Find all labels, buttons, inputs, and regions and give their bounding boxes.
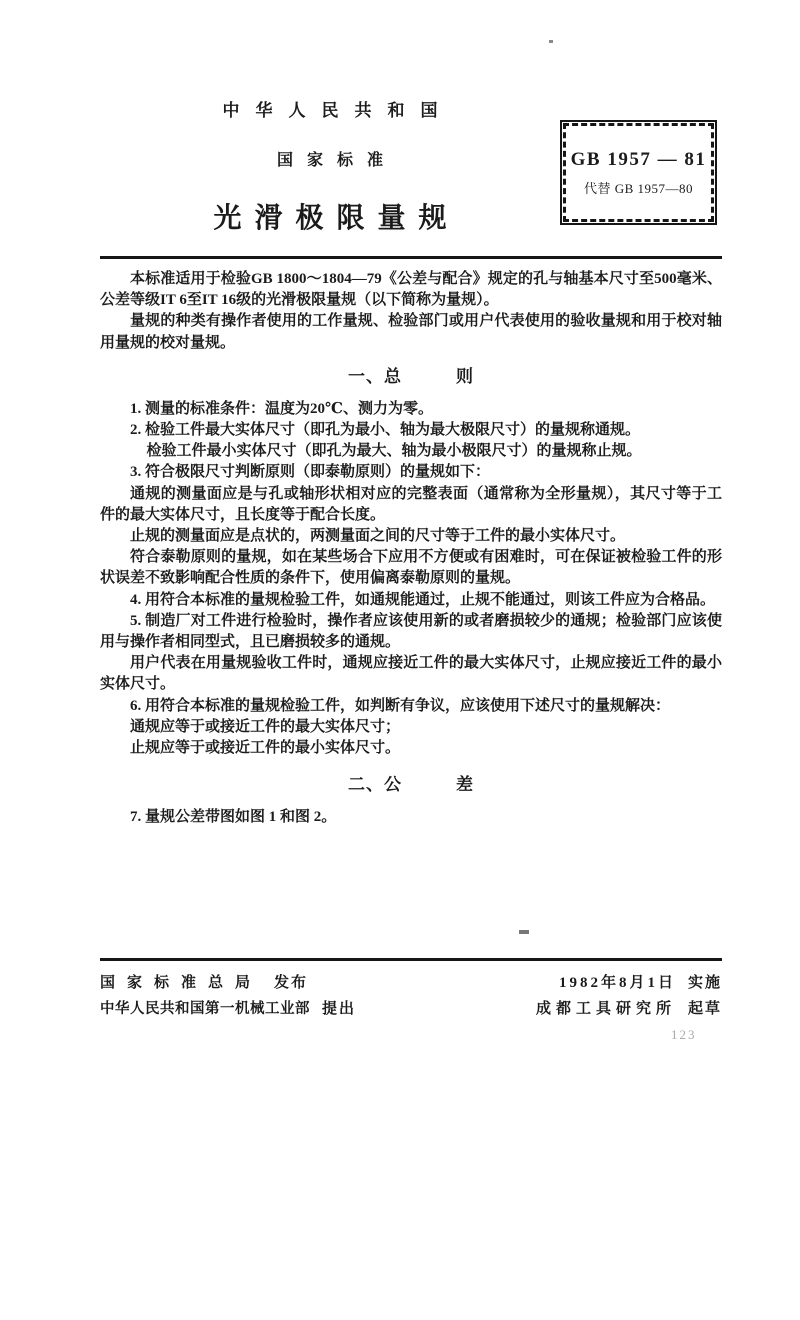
intro-paragraph-1: 本标准适用于检验GB 1800～1804—79《公差与配合》规定的孔与轴基本尺寸至500毫米、公差等级IT 6至IT 16级的光滑极限量规（以下简称为量规）。 bbox=[100, 271, 722, 309]
issuer-name: 国家标准总局 bbox=[100, 975, 263, 991]
document-body bbox=[100, 269, 722, 828]
clause-7: 7. 量规公差带图如图 1 和图 2。 bbox=[130, 809, 337, 826]
title-rule bbox=[100, 256, 722, 259]
clause-1: 1. 测量的标准条件：温度为20℃、测力为零。 bbox=[130, 400, 433, 417]
clause-6-nogo: 止规应等于或接近工件的最小实体尺寸。 bbox=[130, 740, 401, 757]
clause-3-go-gauge: 通规的测量面应是与孔或轴形状相对应的完整表面（通常称为全形量规），其尺寸等于工件的最大实体尺寸，且长度等于配合长度。 bbox=[100, 485, 722, 523]
footer-row-issue bbox=[100, 971, 722, 992]
clause-5: 5. 制造厂对工件进行检验时，操作者应该使用新的或者磨损较少的通规；检验部门应该使用与操作者相同型式，且已磨损较多的通规。 bbox=[100, 612, 722, 651]
header-standard-type: 国家标准 bbox=[276, 152, 397, 169]
section-heading-general: 一、总 则 bbox=[348, 366, 474, 386]
footer-rule bbox=[100, 958, 722, 961]
standard-code: GB 1957 — 81 bbox=[570, 148, 707, 170]
clause-6: 6. 用符合本标准的量规检验工件，如判断有争议，应该使用下述尺寸的量规解决： bbox=[130, 697, 671, 714]
propose-action: 提出 bbox=[322, 1001, 357, 1017]
header-country: 中华人民共和国 bbox=[222, 101, 454, 120]
intro-paragraph-2: 量规的种类有操作者使用的工作量规、检验部门或用户代表使用的验收量规和用于校对轴用量规的校对量规。 bbox=[100, 313, 722, 351]
clause-5-user-rep: 用户代表在用量规验收工件时，通规应接近工件的最大实体尺寸，止规应接近工件的最小实体尺寸。 bbox=[100, 655, 722, 693]
clause-3: 3. 符合极限尺寸判断原则（即泰勒原则）的量规如下： bbox=[130, 464, 491, 481]
issue-action: 发布 bbox=[274, 975, 309, 991]
footer-row-propose bbox=[100, 997, 722, 1018]
standard-replaces: 代替 GB 1957—80 bbox=[583, 180, 694, 196]
scan-speck bbox=[549, 40, 553, 43]
clause-3-taylor: 符合泰勒原则的量规，如在某些场合下应用不方便或有困难时，可在保证被检验工件的形状误差不致影响配合性质的条件下，使用偏离泰勒原则的量规。 bbox=[100, 549, 722, 587]
clause-4: 4. 用符合本标准的量规检验工件，如通规能通过，止规不能通过，则该工件应为合格品。 bbox=[130, 591, 716, 608]
implementation-date: 1982年8月1日 bbox=[558, 975, 676, 991]
implement-action: 实施 bbox=[687, 975, 722, 991]
clause-2a: 2. 检验工件最大实体尺寸（即孔为最小、轴为最大极限尺寸）的量规称通规。 bbox=[130, 422, 641, 439]
clause-3-nogo-gauge: 止规的测量面应是点状的，两测量面之间的尺寸等于工件的最小实体尺寸。 bbox=[130, 528, 626, 545]
document-header bbox=[100, 96, 560, 236]
drafter-name: 成都工具研究所 bbox=[535, 1001, 676, 1017]
clause-6-go: 通规应等于或接近工件的最大实体尺寸； bbox=[130, 718, 401, 735]
page-number: 123 bbox=[671, 1027, 697, 1042]
document-title: 光滑极限量规 bbox=[213, 203, 460, 234]
document-footer bbox=[100, 958, 722, 1018]
draft-action: 起草 bbox=[687, 1001, 722, 1017]
scan-speck bbox=[519, 930, 529, 934]
proposer-name: 中华人民共和国第一机械工业部 bbox=[100, 1001, 310, 1017]
section-heading-tolerance: 二、公 差 bbox=[348, 775, 474, 795]
clause-2b: 检验工件最小实体尺寸（即孔为最大、轴为最小极限尺寸）的量规称止规。 bbox=[146, 443, 642, 460]
standard-number-box bbox=[560, 120, 717, 225]
